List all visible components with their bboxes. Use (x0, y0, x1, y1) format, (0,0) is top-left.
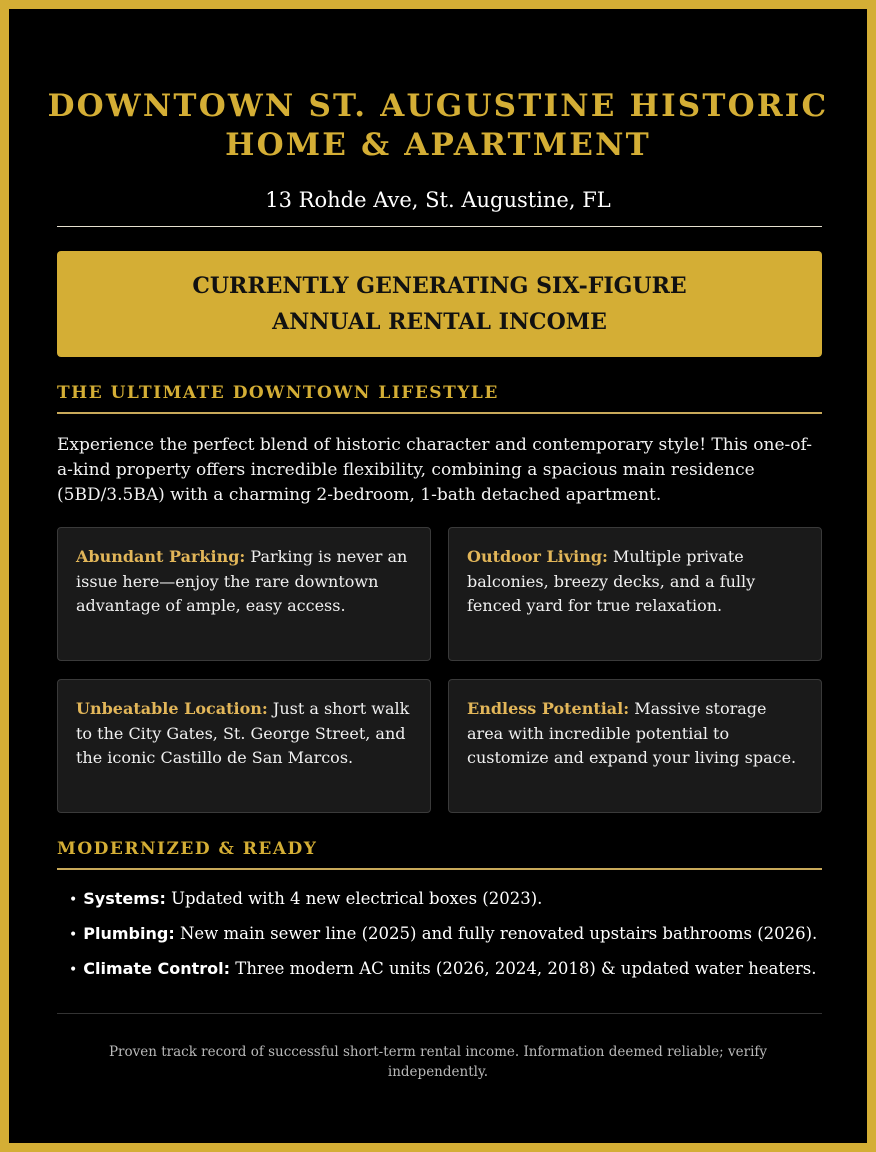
bullet-icon: • (69, 927, 78, 943)
feature-card-outdoor (448, 527, 822, 661)
list-item (69, 887, 829, 912)
list-item-text: Updated with 4 new electrical boxes (2023). (165, 889, 543, 908)
list-item-text: Three modern AC units (2026, 2024, 2018) & updated water heaters. (230, 959, 817, 978)
feature-card-lead: Outdoor Living: (467, 547, 608, 566)
flyer-frame (9, 9, 867, 1143)
income-banner (57, 251, 822, 357)
bullet-icon: • (69, 962, 78, 978)
feature-card-lead: Unbeatable Location: (76, 699, 268, 718)
feature-card-lead: Abundant Parking: (76, 547, 246, 566)
list-item (69, 922, 829, 947)
modernized-list (69, 887, 829, 992)
feature-card-text: Just a short walk to the City Gates, St. George Street, and the iconic Castillo de San Marcos. (76, 699, 410, 767)
list-item-text: New main sewer line (2025) and fully renovated upstairs bathrooms (2026). (174, 924, 818, 943)
lifestyle-heading: THE ULTIMATE DOWNTOWN LIFESTYLE (57, 381, 822, 414)
bullet-icon: • (69, 892, 78, 908)
list-item-label: Plumbing: (83, 924, 175, 943)
list-item (69, 957, 829, 982)
feature-card-text: Parking is never an issue here—enjoy the rare downtown advantage of ample, easy access. (76, 547, 408, 615)
feature-card-location (57, 679, 431, 813)
footer-divider (57, 1013, 822, 1014)
feature-card-potential (448, 679, 822, 813)
feature-card-text: Multiple private balconies, breezy decks, and a fully fenced yard for true relaxation. (467, 547, 756, 615)
header-divider (57, 226, 822, 227)
lifestyle-intro: Experience the perfect blend of historic character and contemporary style! This one-of-a-kind property offers incredible flexibility, combining a spacious main residence (5BD/3.5BA) with a charming 2-bedroom, 1-bath detached apartment. (57, 435, 812, 505)
list-item-label: Climate Control: (83, 959, 231, 978)
feature-card-lead: Endless Potential: (467, 699, 630, 718)
modernized-heading: MODERNIZED & READY (57, 837, 822, 870)
property-address: 13 Rohde Ave, St. Augustine, FL (265, 188, 611, 212)
income-banner-text: CURRENTLY GENERATING SIX-FIGURE ANNUAL RENTAL INCOME (192, 273, 687, 335)
page-title: DOWNTOWN ST. AUGUSTINE HISTORIC HOME & APARTMENT (47, 88, 829, 163)
feature-card-parking (57, 527, 431, 661)
disclaimer: Proven track record of successful short-term rental income. Information deemed reliable; verify independently. (108, 1044, 768, 1080)
feature-card-text: Massive storage area with incredible potential to customize and expand your living space. (467, 699, 797, 767)
list-item-label: Systems: (83, 889, 166, 908)
